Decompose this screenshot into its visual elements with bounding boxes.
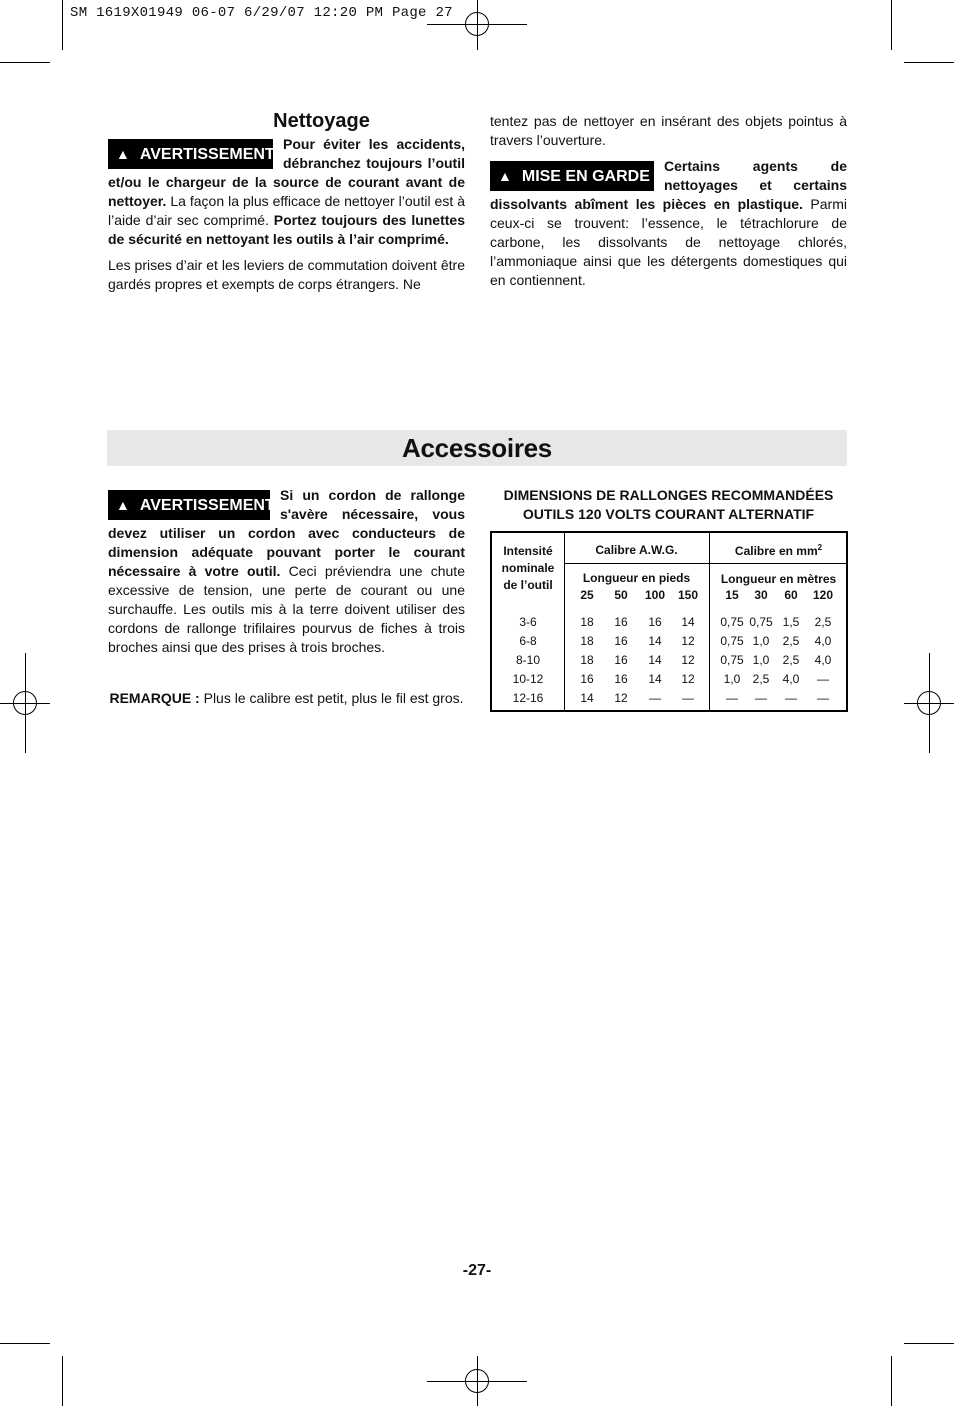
caution-label: MISE EN GARDE bbox=[521, 167, 650, 185]
table-title bbox=[490, 486, 847, 524]
table-cell-mm: 1,0 bbox=[752, 653, 770, 667]
caution-badge bbox=[490, 161, 654, 191]
warning-badge bbox=[108, 490, 275, 520]
table-cell-awg: 14 bbox=[648, 672, 662, 686]
registration-circle bbox=[917, 691, 941, 715]
table-cell-mm: — bbox=[726, 691, 738, 705]
paragraph: tentez pas de nettoyer en insérant des objets pointus à travers l’ouverture. bbox=[490, 113, 847, 148]
page-number: -27- bbox=[462, 1262, 492, 1279]
warning-triangle-icon: ▲ bbox=[498, 167, 512, 184]
warning-badge bbox=[108, 139, 273, 169]
table-cell-awg: 18 bbox=[580, 615, 594, 629]
print-slug: SM 1619X01949 06-07 6/29/07 12:20 PM Page 27 bbox=[70, 5, 453, 21]
registration-circle bbox=[13, 691, 37, 715]
table-cell-awg: 12 bbox=[681, 672, 695, 686]
feet-length-label: 100 bbox=[644, 588, 666, 602]
table-cell-mm: 4,0 bbox=[782, 672, 800, 686]
meters-length-label: 30 bbox=[754, 588, 768, 602]
warning-triangle-icon: ▲ bbox=[116, 496, 130, 513]
extension-cord-table bbox=[490, 531, 848, 712]
table-cell-awg: 12 bbox=[614, 691, 628, 705]
table-cell-mm: 2,5 bbox=[782, 634, 800, 648]
table-cell-awg: — bbox=[649, 691, 661, 705]
table-cell-awg: 16 bbox=[648, 615, 662, 629]
table-cell-mm: 0,75 bbox=[720, 634, 744, 648]
table-header-amps: Intensité nominale de l’outil bbox=[501, 544, 555, 592]
crop-mark bbox=[891, 0, 892, 50]
table-cell-awg: 16 bbox=[580, 672, 594, 686]
table-header-feet: Longueur en pieds bbox=[582, 571, 691, 585]
table-cell-awg: 16 bbox=[614, 615, 628, 629]
feet-length-label: 25 bbox=[580, 588, 594, 602]
table-cell-mm: 4,0 bbox=[814, 653, 832, 667]
crop-mark bbox=[62, 0, 63, 50]
cleaning-section-continued bbox=[490, 112, 847, 290]
note-text: Plus le calibre est petit, plus le fil est gros. bbox=[199, 690, 464, 706]
table-cell-amps: 12-16 bbox=[512, 691, 544, 705]
meters-length-label: 15 bbox=[725, 588, 739, 602]
note-label: REMARQUE : bbox=[109, 690, 200, 706]
table-cell-awg: 14 bbox=[648, 634, 662, 648]
table-cell-awg: 12 bbox=[681, 634, 695, 648]
table-cell-mm: 2,5 bbox=[814, 615, 832, 629]
section-banner: Accessoires bbox=[107, 430, 847, 466]
section-heading: Nettoyage bbox=[273, 110, 370, 132]
table-cell-awg: 18 bbox=[580, 634, 594, 648]
table-cell-awg: 14 bbox=[580, 691, 594, 705]
registration-circle bbox=[465, 1369, 489, 1393]
crop-mark bbox=[0, 62, 50, 63]
cleaning-section bbox=[108, 112, 465, 294]
table-cell-awg: — bbox=[682, 691, 694, 705]
table-divider bbox=[564, 533, 565, 710]
warning-text: Ceci préviendra une chute excessive de tension, une perte de courant ou une surchauffe. Les outils mis à la terre doivent utiliser des cordons de rallonge trifilaires pourvus de fiches à trois broches ainsi que des prises à trois broches. bbox=[108, 563, 465, 655]
table-cell-mm: — bbox=[817, 691, 829, 705]
table-cell-mm: 1,0 bbox=[723, 672, 741, 686]
warning-label: AVERTISSEMENT bbox=[139, 496, 275, 514]
paragraph: Les prises d’air et les leviers de commutation doivent être gardés propres et exempts de corps étrangers. Ne bbox=[108, 257, 465, 292]
warning-text: La façon la plus efficace de nettoyer l’outil est à l’aide d’air sec comprimé. bbox=[108, 193, 465, 228]
caution-text: Parmi ceux-ci se trouvent: l’essence, le tétrachlorure de carbone, les dissolvants de nettoyage chlorés, l’ammoniaque ainsi que les détergents domestiques qui en contiennent. bbox=[490, 196, 847, 288]
accessories-section bbox=[108, 486, 465, 708]
table-cell-amps: 3-6 bbox=[519, 615, 537, 629]
feet-length-label: 50 bbox=[614, 588, 628, 602]
table-cell-awg: 14 bbox=[681, 615, 695, 629]
table-cell-mm: — bbox=[755, 691, 767, 705]
table-cell-mm: — bbox=[817, 672, 829, 686]
table-divider bbox=[709, 533, 710, 710]
registration-circle bbox=[465, 12, 489, 36]
table-cell-mm: 1,0 bbox=[752, 634, 770, 648]
crop-mark bbox=[62, 1356, 63, 1406]
table-header-awg: Calibre A.W.G. bbox=[595, 543, 678, 557]
table-cell-mm: 4,0 bbox=[814, 634, 832, 648]
table-cell-mm: 1,5 bbox=[782, 615, 800, 629]
caution-text: Certains agents de nettoyages et certains dissolvants abîment les pièces en plastique. bbox=[490, 158, 847, 212]
table-title-line: DIMENSIONS DE RALLONGES RECOMMANDÉES bbox=[503, 487, 834, 503]
table-header-mm: Calibre en $mm^2$ bbox=[734, 543, 823, 558]
warning-label: AVERTISSEMENT bbox=[139, 145, 275, 163]
feet-length-label: 150 bbox=[677, 588, 699, 602]
warning-triangle-icon: ▲ bbox=[116, 145, 130, 162]
table-divider bbox=[564, 563, 846, 564]
table-cell-awg: 16 bbox=[614, 672, 628, 686]
table-cell-mm: — bbox=[785, 691, 797, 705]
crop-mark bbox=[891, 1356, 892, 1406]
crop-mark bbox=[0, 1343, 50, 1344]
warning-text: Pour éviter les accidents, débranchez toujours l’outil et/ou le chargeur de la source de courant avant de nettoyer. bbox=[108, 136, 465, 209]
crop-mark bbox=[904, 1343, 954, 1344]
warning-text: Si un cordon de rallonge s'avère nécessaire, vous devez utiliser un cordon avec conducteurs de dimension adéquate pouvant porter le courant nécessaire à votre outil. bbox=[108, 487, 465, 579]
table-cell-mm: 0,75 bbox=[720, 653, 744, 667]
table-cell-amps: 8-10 bbox=[515, 653, 541, 667]
crop-mark bbox=[904, 62, 954, 63]
table-cell-awg: 12 bbox=[681, 653, 695, 667]
table-cell-amps: 10-12 bbox=[512, 672, 544, 686]
table-cell-amps: 6-8 bbox=[519, 634, 537, 648]
warning-text: Portez toujours des lunettes de sécurité en nettoyant les outils à l’air comprimé. bbox=[108, 212, 465, 247]
table-cell-mm: 2,5 bbox=[782, 653, 800, 667]
table-header-meters: Longueur en mètres bbox=[720, 572, 837, 586]
meters-length-label: 60 bbox=[784, 588, 798, 602]
table-cell-awg: 16 bbox=[614, 634, 628, 648]
table-cell-awg: 18 bbox=[580, 653, 594, 667]
table-cell-mm: 0,75 bbox=[720, 615, 744, 629]
table-cell-awg: 16 bbox=[614, 653, 628, 667]
table-cell-mm: 2,5 bbox=[752, 672, 770, 686]
table-cell-awg: 14 bbox=[648, 653, 662, 667]
meters-length-label: 120 bbox=[812, 588, 834, 602]
table-cell-mm: 0,75 bbox=[749, 615, 773, 629]
table-title-line: OUTILS 120 VOLTS COURANT ALTERNATIF bbox=[522, 506, 815, 522]
